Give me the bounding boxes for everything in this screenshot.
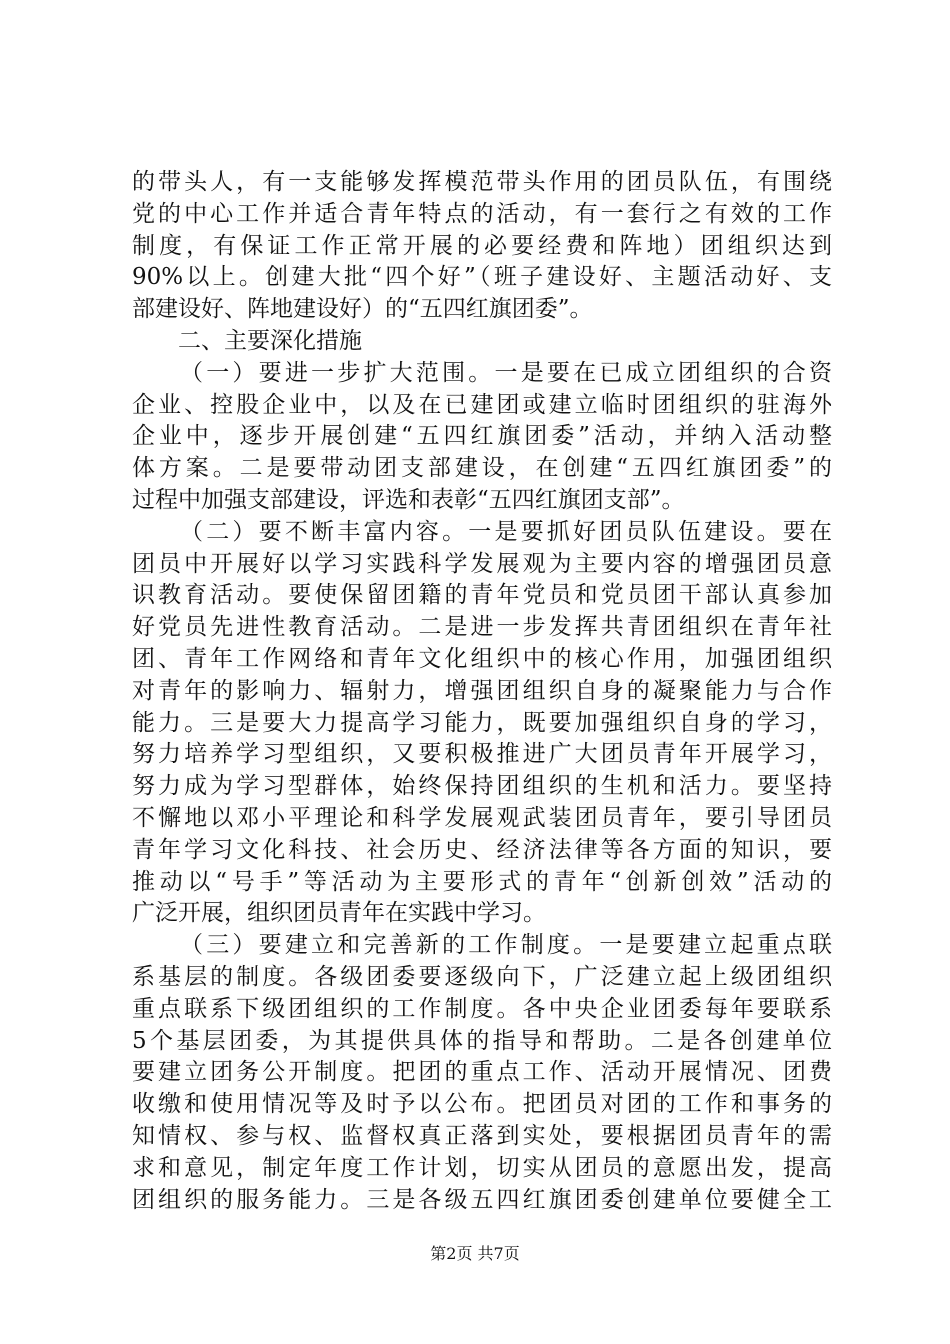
text-line: 努力成为学习型群体，始终保持团组织的生机和活力。要坚持 xyxy=(132,773,832,800)
page-number-footer: 第2页 共7页 xyxy=(430,1244,520,1263)
text-line: 90%以上。创建大批“四个好”（班子建设好、主题活动好、支 xyxy=(132,264,832,291)
text-line: 对青年的影响力、辐射力，增强团组织自身的凝聚能力与合作 xyxy=(132,677,832,704)
text-line: 求和意见，制定年度工作计划，切实从团员的意愿出发，提高 xyxy=(132,1154,832,1181)
text-line: 不懈地以邓小平理论和科学发展观武装团员青年，要引导团员 xyxy=(132,804,832,831)
text-line: 系基层的制度。各级团委要逐级向下，广泛建立起上级团组织 xyxy=(132,963,832,990)
paragraph-first-line: （二）要不断丰富内容。一是要抓好团员队伍建设。要在 xyxy=(180,518,832,545)
text-line: 党的中心工作并适合青年特点的活动，有一套行之有效的工作 xyxy=(132,200,832,227)
text-line: 部建设好、阵地建设好）的“五四红旗团委”。 xyxy=(132,296,593,323)
text-line: 制度，有保证工作正常开展的必要经费和阵地）团组织达到 xyxy=(132,232,832,259)
paragraph-first-line: （三）要建立和完善新的工作制度。一是要建立起重点联 xyxy=(180,932,832,959)
text-line: 识教育活动。要使保留团籍的青年党员和党员团干部认真参加 xyxy=(132,582,832,609)
text-line: 企业中，逐步开展创建“五四红旗团委”活动，并纳入活动整 xyxy=(132,423,832,450)
text-line: 团、青年工作网络和青年文化组织中的核心作用，加强团组织 xyxy=(132,645,832,672)
text-line: 重点联系下级团组织的工作制度。各中央企业团委每年要联系 xyxy=(132,995,832,1022)
text-line: 好党员先进性教育活动。二是进一步发挥共青团组织在青年社 xyxy=(132,614,832,641)
text-line: 推动以“号手”等活动为主要形式的青年“创新创效”活动的 xyxy=(132,868,832,895)
text-line: 团员中开展好以学习实践科学发展观为主要内容的增强团员意 xyxy=(132,550,832,577)
text-line: 体方案。二是要带动团支部建设，在创建“五四红旗团委”的 xyxy=(132,455,832,482)
text-line: 广泛开展，组织团员青年在实践中学习。 xyxy=(132,900,546,927)
text-line: 青年学习文化科技、社会历史、经济法律等各方面的知识，要 xyxy=(132,836,832,863)
text-line: 团组织的服务能力。三是各级五四红旗团委创建单位要健全工 xyxy=(132,1186,832,1213)
text-line: 要建立团务公开制度。把团的重点工作、活动开展情况、团费 xyxy=(132,1059,832,1086)
text-line: 企业、控股企业中，以及在已建团或建立临时团组织的驻海外 xyxy=(132,391,832,418)
text-line: 过程中加强支部建设，评选和表彰“五四红旗团支部”。 xyxy=(132,486,685,513)
text-line: 努力培养学习型组织，又要积极推进广大团员青年开展学习， xyxy=(132,741,832,768)
paragraph-first-line: （一）要进一步扩大范围。一是要在已成立团组织的合资 xyxy=(180,359,832,386)
text-line: 知情权、参与权、监督权真正落到实处，要根据团员青年的需 xyxy=(132,1122,832,1149)
text-line: 收缴和使用情况等及时予以公布。把团员对团的工作和事务的 xyxy=(132,1091,832,1118)
section-heading: 二、主要深化措施 xyxy=(178,327,362,354)
document-body xyxy=(132,167,832,1216)
text-line: 5个基层团委，为其提供具体的指导和帮助。二是各创建单位 xyxy=(132,1027,832,1054)
text-line: 的带头人，有一支能够发挥模范带头作用的团员队伍，有围绕 xyxy=(132,169,832,195)
text-line: 能力。三是要大力提高学习能力，既要加强组织自身的学习， xyxy=(132,709,832,736)
